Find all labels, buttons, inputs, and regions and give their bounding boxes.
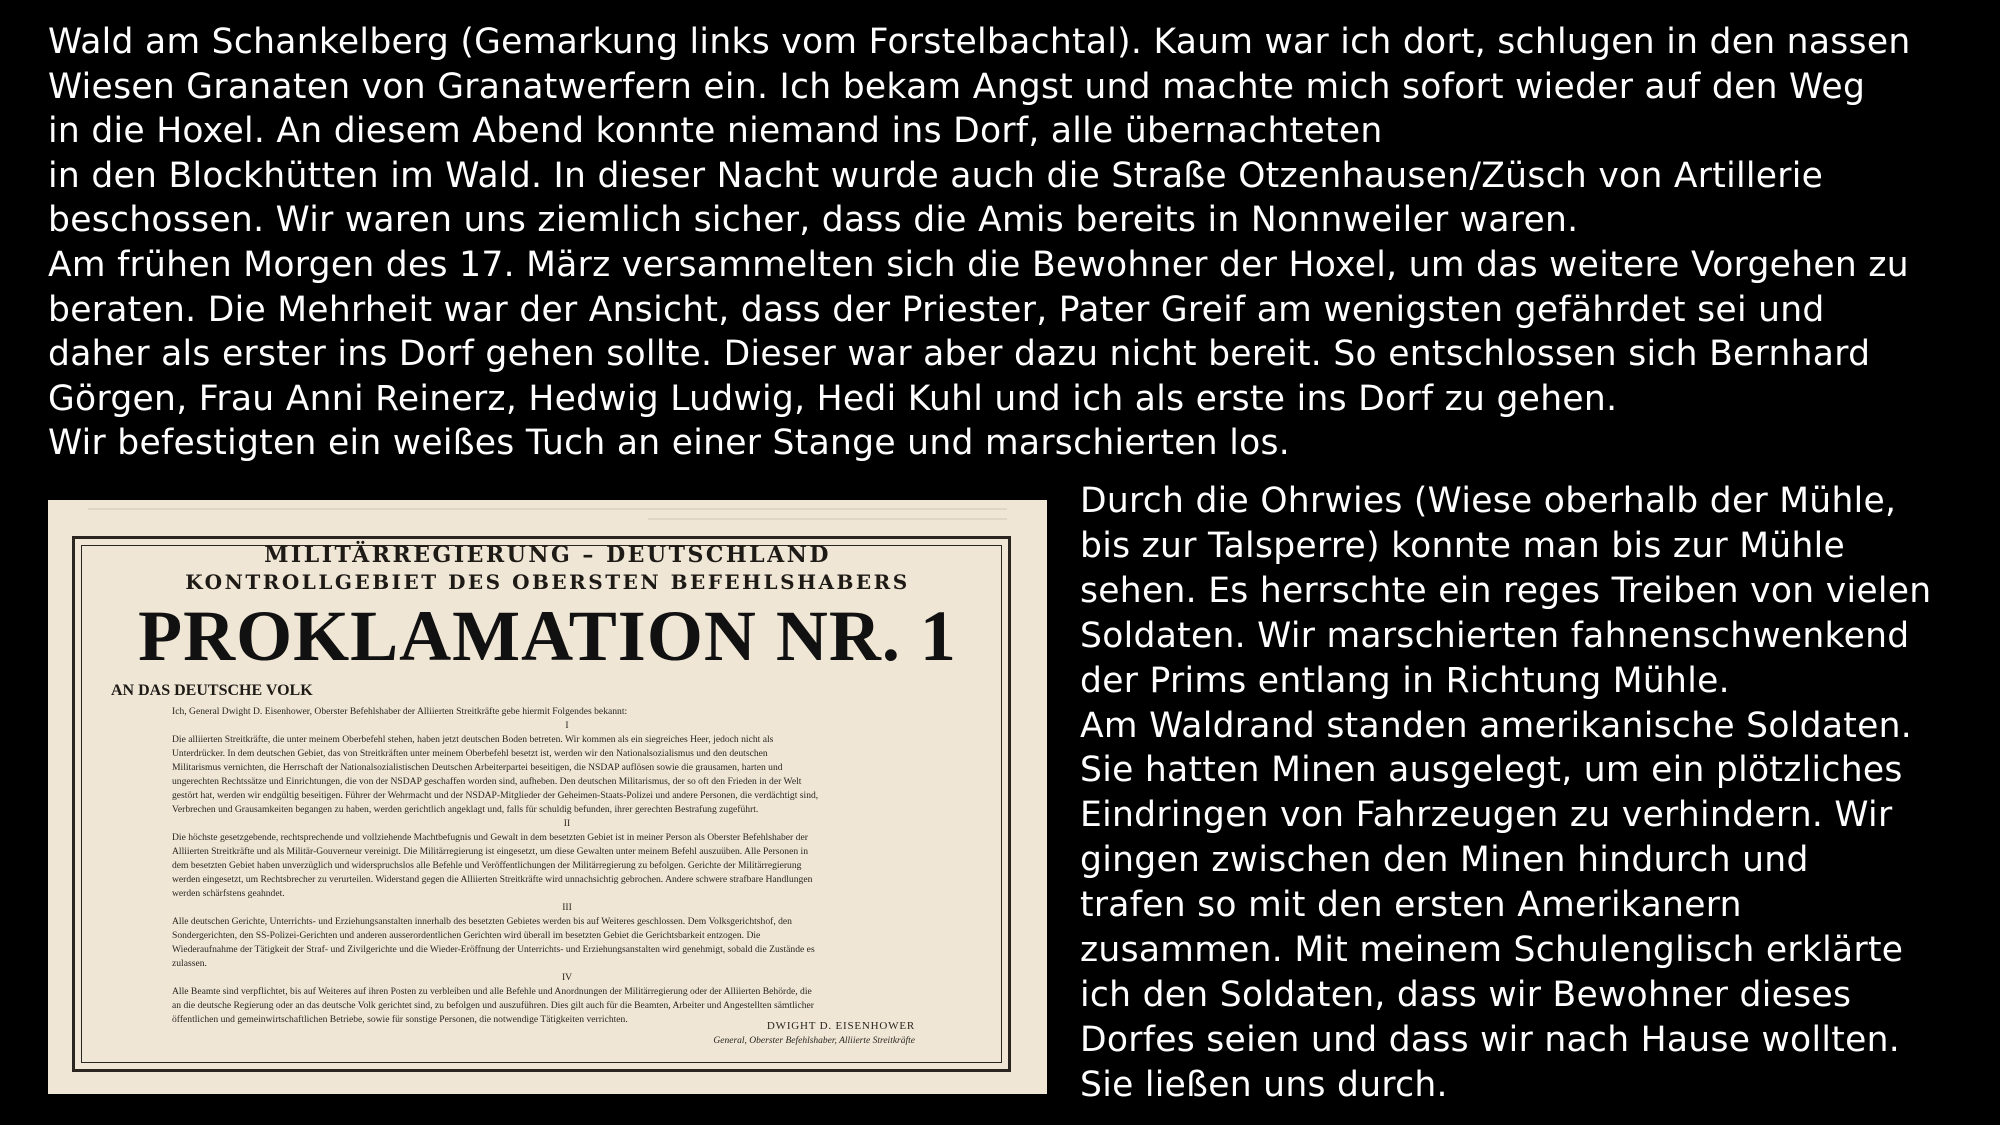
body-line: Alle Beamte sind verpflichtet, bis auf Weiteres auf ihren Posten zu verbleiben und alle Befehle und Anordnungen der Militärregierung oder der Alliierten Behörde, die — [172, 986, 812, 997]
poster-signature-title: General, Oberster Befehlshaber, Alliierte Streitkräfte — [713, 1036, 915, 1046]
text-line: Sie ließen uns durch. — [1080, 1064, 1448, 1105]
text-line: beschossen. Wir waren uns ziemlich sicher, dass die Amis bereits in Nonnweiler waren. — [48, 200, 1579, 241]
body-line: Alle deutschen Gerichte, Unterrichts- und Erziehungsanstalten innerhalb des besetzten Gebietes werden bis auf Weiteres geschlossen. Dem Volksgerichtshof, den — [172, 916, 792, 927]
text-line: in die Hoxel. An diesem Abend konnte niemand ins Dorf, alle übernachteten — [48, 111, 1383, 152]
body-line: zulassen. — [172, 958, 207, 969]
body-line: werden schärfstens geahndet. — [172, 888, 285, 899]
side-paragraph — [1080, 479, 1980, 1108]
text-line: ich den Soldaten, dass wir Bewohner dieses — [1080, 974, 1852, 1015]
section-number: II — [563, 818, 571, 829]
body-line: werden eingesetzt, um Rechtsbrecher zu verurteilen. Widerstand gegen die Alliierten Streitkräfte wird unnachsichtig gebrochen. Andere schwere strafbare Handlungen — [172, 874, 813, 885]
body-line: Sondergerichten, den SS-Polizei-Gerichten und anderen ausserordentlichen Gerichten wird überall im besetzten Gebiet die Gerichtsbarkeit entzogen. Die — [172, 930, 761, 941]
text-line: gingen zwischen den Minen hindurch und — [1080, 840, 1809, 881]
body-line: Unterdrücker. In dem deutschen Gebiet, das von Streitkräften unter meinem Oberbefehl besetzt ist, werden wir den Nationalsozialismus und den deutschen — [172, 748, 768, 759]
body-line: dem besetzten Gebiet haben unverzüglich und widerspruchslos alle Befehle und Veröffentlichungen der Militärregierung zu befolgen. Gerichte der Militärregierung — [172, 860, 802, 871]
text-line: Eindringen von Fahrzeugen zu verhindern. Wir — [1080, 795, 1893, 836]
text-line: trafen so mit den ersten Amerikanern — [1080, 885, 1742, 926]
text-line: Soldaten. Wir marschierten fahnenschwenkend — [1080, 615, 1910, 656]
text-line: in den Blockhütten im Wald. In dieser Nacht wurde auch die Straße Otzenhausen/Züsch von Artillerie — [48, 155, 1824, 196]
text-line: der Prims entlang in Richtung Mühle. — [1080, 660, 1730, 701]
poster-subheading: KONTROLLGEBIET DES OBERSTEN BEFEHLSHABERS — [185, 570, 910, 594]
text-line: Dorfes seien und dass wir nach Hause wollten. — [1080, 1019, 1901, 1060]
body-line: Wiederaufnahme der Tätigkeit der Straf- und Zivilgerichte und die Wieder-Eröffnung der Unterrichts- und Erziehungsanstalten wird genehmigt, sobald die Zustände es — [172, 944, 815, 955]
text-line: Am frühen Morgen des 17. März versammelten sich die Bewohner der Hoxel, um das weitere Vorgehen zu — [48, 244, 1909, 285]
body-line: Die höchste gesetzgebende, rechtsprechende und vollziehende Machtbefugnis und Gewalt in dem besetzten Gebiet ist in meiner Person als Oberster Befehlshaber der — [172, 832, 808, 843]
text-line: beraten. Die Mehrheit war der Ansicht, dass der Priester, Pater Greif am wenigsten gefährdet sei und — [48, 289, 1825, 330]
text-line: sehen. Es herrschte ein reges Treiben von vielen — [1080, 570, 1932, 611]
body-line: Militarismus vernichten, die Herrschaft der Nationalsozialistischen Deutschen Arbeiterpartei beseitigen, die NSDAP auflösen sowie die grausamen, harten und — [172, 762, 783, 773]
body-line: gestört hat, werden wir endgültig beseitigen. Führer der Wehrmacht und der NSDAP-Mitglieder der Geheimen-Staats-Polizei und andere Personen, die verdächtigt sind, — [172, 790, 819, 801]
poster-heading: MILITÄRREGIERUNG – DEUTSCHLAND — [264, 542, 831, 568]
body-line: Die alliierten Streitkräfte, die unter meinem Oberbefehl stehen, haben jetzt deutschen Boden betreten. Wir kommen als ein siegreiches Heer, jedoch nicht als — [172, 734, 774, 745]
proclamation-poster-image — [48, 500, 1047, 1094]
text-line: Wiesen Granaten von Granatwerfern ein. Ich bekam Angst und machte mich sofort wieder auf den Weg — [48, 66, 1866, 107]
text-line: bis zur Talsperre) konnte man bis zur Mühle — [1080, 525, 1846, 566]
poster-body — [172, 705, 962, 1027]
text-line: Görgen, Frau Anni Reinerz, Hedwig Ludwig, Hedi Kuhl und ich als erste ins Dorf zu gehen. — [48, 378, 1618, 419]
body-line: Alliierten Streitkräfte und als Militär-Gouverneur vereinigt. Die Militärregierung ist eingesetzt, um diese Gewalten unter meinem Befehl auszuüben. Alle Personen in — [172, 846, 809, 857]
poster-intro: Ich, General Dwight D. Eisenhower, Oberster Befehlshaber der Alliierten Streitkräfte gebe hiermit Folgendes bekannt: — [172, 706, 628, 717]
body-line: öffentlichen und gemeinwirtschaftlichen Betriebe, sowie für sonstige Personen, die notwendige Tätigkeiten verrichten. — [172, 1014, 628, 1025]
text-line: zusammen. Mit meinem Schulenglisch erklärte — [1080, 930, 1904, 971]
text-line: daher als erster ins Dorf gehen sollte. Dieser war aber dazu nicht bereit. So entschlossen sich Bernhard — [48, 334, 1871, 375]
section-number: III — [562, 902, 572, 913]
text-line: Wald am Schankelberg (Gemarkung links vom Forstelbachtal). Kaum war ich dort, schlugen in den nassen — [48, 22, 1911, 62]
body-line: Verbrechen und Grausamkeiten begangen zu haben, werden gerichtlich angeklagt und, falls für schuldig befunden, ihrer gerechten Bestrafung zugeführt. — [172, 804, 759, 815]
body-line: ungerechten Rechtssätze und Einrichtungen, die von der NSDAP geschaffen worden sind, aufheben. Den deutschen Militarismus, der so oft den Frieden in der Welt — [172, 776, 802, 787]
section-number: IV — [561, 972, 573, 983]
poster-title: PROKLAMATION NR. 1 — [138, 596, 957, 676]
text-line: Wir befestigten ein weißes Tuch an einer Stange und marschierten los. — [48, 423, 1291, 464]
poster-signature-name: DWIGHT D. EISENHOWER — [766, 1020, 915, 1032]
text-line: Sie hatten Minen ausgelegt, um ein plötzliches — [1080, 750, 1903, 791]
body-line: an die deutsche Regierung oder an das deutsche Volk gerichtet sind, zu befolgen und auszuführen. Dies gilt auch für die Beamten, Arbeiter und Angestellten sämtlicher — [172, 1000, 814, 1011]
top-paragraph — [48, 20, 1988, 466]
text-line: Am Waldrand standen amerikanische Soldaten. — [1080, 705, 1913, 746]
text-line: Durch die Ohrwies (Wiese oberhalb der Mühle, — [1080, 481, 1897, 521]
section-number: I — [565, 720, 569, 731]
poster-address: AN DAS DEUTSCHE VOLK — [111, 682, 313, 699]
